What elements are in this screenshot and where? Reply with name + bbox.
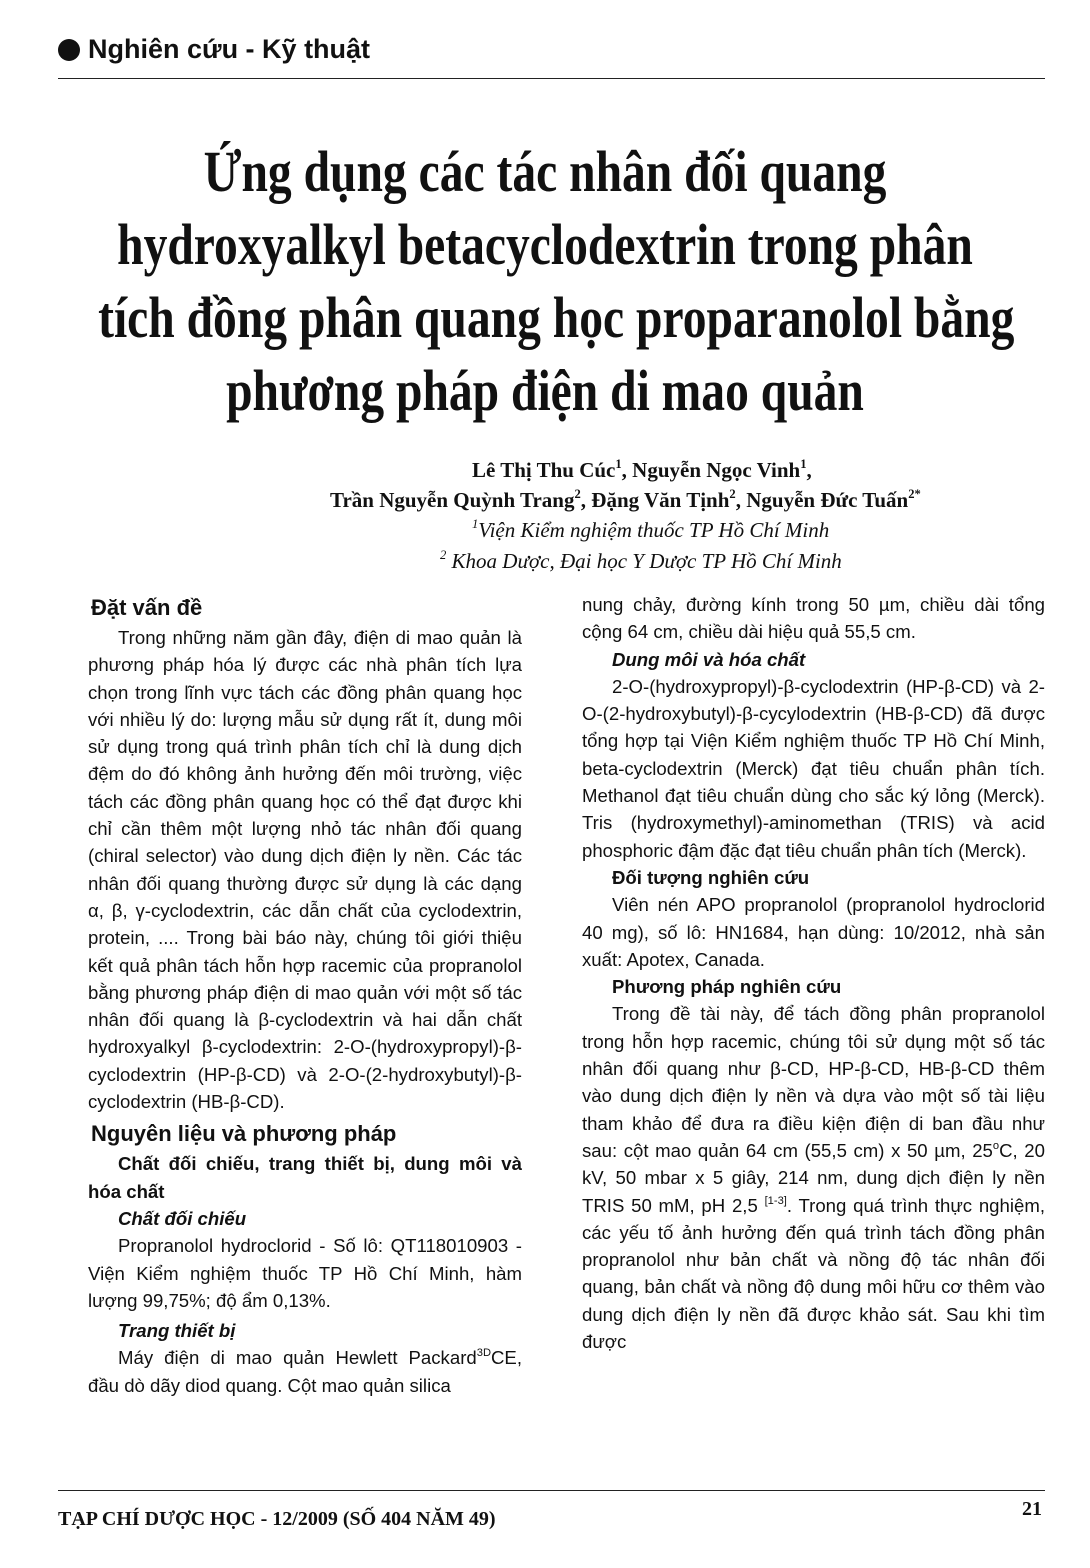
paragraph-equipment-continued: nung chảy, đường kính trong 50 µm, chiều dài tổng cộng 64 cm, chiều dài hiệu quả 55,5 cm. [582, 594, 1045, 643]
author-name: , Nguyễn Đức Tuấn [735, 488, 909, 512]
author-affil-sup: 2 [729, 487, 736, 502]
heading-reference: Chất đối chiếu [118, 1207, 247, 1229]
text: . Trong quá trình thực nghiệm, các yếu tố ảnh hưởng đến quá trình tách đồng phân propranolol như bản chất và nồng độ tác nhân đối quang, bản chất và nồng độ dung môi hữu cơ thêm vào dung dịch điện ly nền đã được khảo sát. Sau khi tìm được [582, 1194, 1045, 1353]
paragraph-intro: Trong những năm gần đây, điện di mao quản là phương pháp hóa lý được các nhà phân tích lựa chọn trong lĩnh vực tách các đồng phân quang học với nhiều lý do: lượng mẫu sử dụng rất ít, dung môi sử dụng trong quá trình phân tích chỉ là dung dịch đệm do đó không ảnh hưởng đến môi trường, việc tách các đồng phân quang học có thể đạt được khi chỉ cần thêm một lượng nhỏ tác nhân đối quang (chiral selector) vào dung dịch điện ly nền. Các tác nhân đối quang thường được sử dụng là các dạng α, β, γ-cyclodextrin, các dẫn chất của cyclodextrin, protein, .... Trong bài báo này, chúng tôi giới thiệu kết quả phân tách hỗn hợp racemic của propranolol bằng phương pháp điện di mao quản với một số tác nhân đối quang là β-cyclodextrin và hai dẫn chất hydroxyalkyl β-cyclodextrin: 2-O-(hydroxypropyl)-β-cyclodextrin (HP-β-CD) và 2-O-(2-hydroxybutyl)-β-cyclodextrin (HB-β-CD). [88, 627, 522, 1113]
article-title [0, 135, 1090, 427]
title-line: hydroxyalkyl betacyclodextrin trong phân [117, 212, 973, 277]
bullet-icon [58, 39, 80, 61]
title-line: Ứng dụng các tác nhân đối quang [203, 139, 887, 204]
paragraph-reference: Propranolol hydroclorid - Số lô: QT118010903 - Viện Kiểm nghiệm thuốc TP Hồ Chí Minh, hàm lượng 99,75%; độ ẩm 0,13%. [88, 1235, 522, 1311]
text: Trong đề tài này, để tách đồng phân propranolol trong hỗn hợp racemic, chúng tôi sử dụng một số tác nhân đối quang như β-CD, HP-β-CD, HB-β-CD thêm vào dung dịch điện ly nền và dựa vào một số tài liệu tham khảo để đưa ra điều kiện điện di ban đầu như sau: cột mao quản 64 cm (55,5 cm) x 50 µm, 25 [582, 1003, 1045, 1161]
text: CE, đầu dò dãy diod quang. Cột mao quản silica [88, 1347, 522, 1396]
section-label: Nghiên cứu - Kỹ thuật [88, 34, 371, 64]
citation-sup: [1-3] [764, 1194, 787, 1207]
heading-materials: Chất đối chiếu, trang thiết bị, dung môi và hóa chất [88, 1153, 522, 1202]
superscript: 3D [476, 1347, 491, 1360]
journal-footer: TẠP CHÍ DƯỢC HỌC - 12/2009 (SỐ 404 NĂM 49) [58, 1508, 496, 1530]
text: C, 20 kV, 50 mbar x 5 giây, 214 nm, dung dịch điện ly nền TRIS 50 mM, pH 2,5 [582, 1139, 1045, 1216]
heading-subject: Đối tượng nghiên cứu [612, 866, 810, 888]
heading-method: Phương pháp nghiên cứu [612, 976, 842, 998]
degree-sup: o [992, 1140, 1000, 1153]
author-affil-sup: 1 [800, 457, 807, 472]
paragraph-method [582, 1000, 1045, 1355]
right-column [582, 591, 1045, 1355]
author-name: , Đặng Văn Tịnh [580, 488, 730, 512]
paragraph-equipment [88, 1344, 522, 1399]
authors [300, 455, 1010, 515]
heading-methods: Nguyên liệu và phương pháp [91, 1121, 397, 1147]
affiliation: Khoa Dược, Đại học Y Dược TP Hồ Chí Minh [446, 549, 842, 573]
affil-sup: 1 [472, 517, 479, 532]
affil-sup: 2 [440, 548, 447, 563]
paragraph-solvents: 2-O-(hydroxypropyl)-β-cyclodextrin (HP-β-CD) và 2-O-(2-hydroxybutyl)-β-cycylodextrin (HB-β-CD) đã được tổng hợp tại Viện Kiểm nghiệm thuốc TP Hồ Chí Minh, beta-cyclodextrin (Merck) đạt tiêu chuẩn phân tích. Methanol đạt tiêu chuẩn dùng cho sắc ký lỏng (Merck). Tris (hydroxymethyl)-aminomethan (TRIS) và acid phosphoric đậm đặc đạt tiêu chuẩn phân tích (Merck). [582, 675, 1045, 861]
section-tag [58, 34, 370, 65]
heading-intro: Đặt vấn đề [91, 595, 203, 620]
title-line: tích đồng phân quang học proparanolol bằng [98, 285, 1015, 350]
affiliation: Viện Kiểm nghiệm thuốc TP Hồ Chí Minh [478, 518, 830, 542]
heading-solvents: Dung môi và hóa chất [612, 648, 806, 670]
page-number: 21 [1022, 1498, 1042, 1520]
text: Máy điện di mao quản Hewlett Packard [118, 1347, 477, 1369]
left-column [88, 592, 522, 1399]
affiliations [0, 515, 1090, 577]
author-name: Trần Nguyễn Quỳnh Trang [330, 488, 575, 512]
top-divider [58, 78, 1045, 79]
title-line: phương pháp điện di mao quản [226, 358, 864, 423]
heading-equipment: Trang thiết bị [118, 1320, 236, 1342]
author-affil-sup: 1 [615, 457, 622, 472]
paragraph-subject: Viên nén APO propranolol (propranolol hydroclorid 40 mg), số lô: HN1684, hạn dùng: 10/2012, nhà sản xuất: Apotex, Canada. [582, 894, 1045, 970]
author-name: Lê Thị Thu Cúc [472, 458, 616, 482]
author-name: , Nguyễn Ngọc Vinh [621, 458, 801, 482]
bottom-divider [58, 1490, 1045, 1491]
separator: , [806, 458, 812, 482]
author-affil-sup: 2 [574, 487, 581, 502]
author-affil-sup: 2* [908, 487, 921, 502]
